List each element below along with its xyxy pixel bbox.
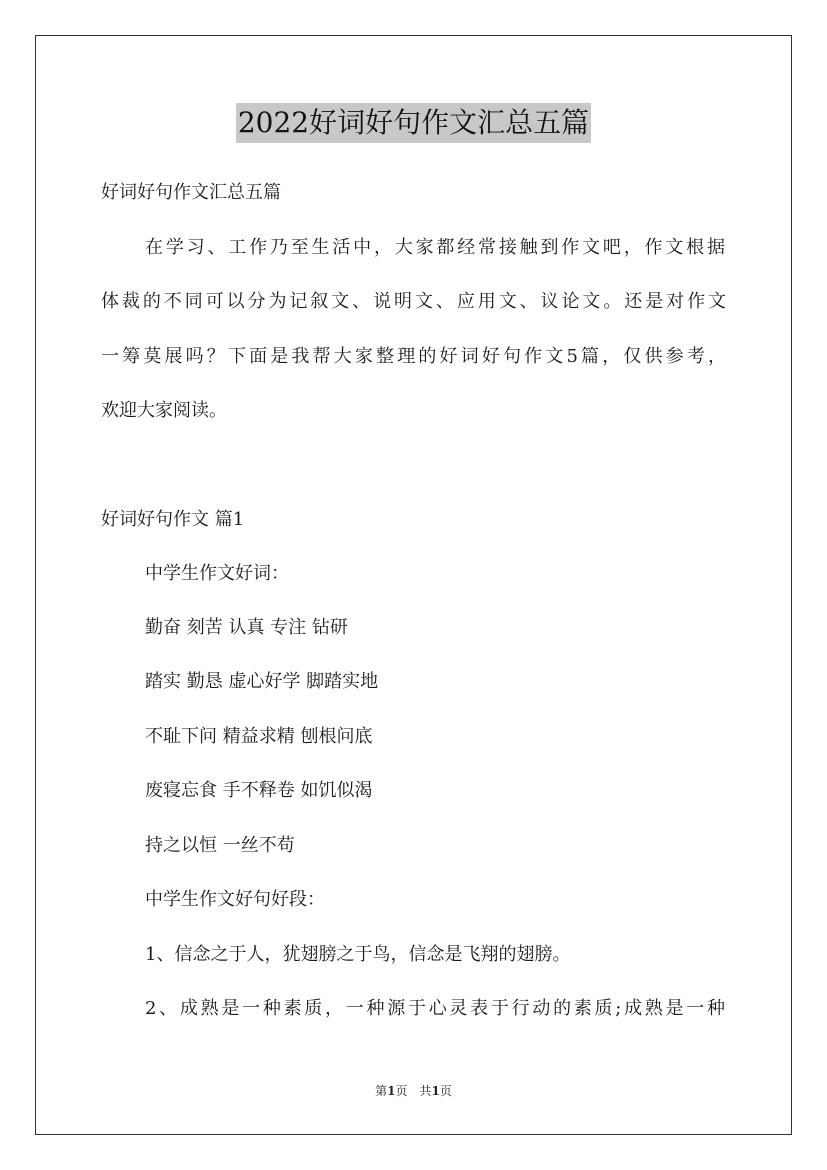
footer-total-suffix: 页 [439, 1084, 452, 1098]
footer-total-prefix: 共 [419, 1084, 432, 1098]
word-line-2: 踏实 勤恳 虚心好学 脚踏实地 [145, 671, 379, 692]
footer-page-suffix: 页 [395, 1084, 408, 1098]
sentence-line-1: 1、信念之于人，犹翅膀之于鸟，信念是飞翔的翅膀。 [145, 944, 571, 965]
intro-line-1: 在学习、工作乃至生活中，大家都经常接触到作文吧，作文根据 [145, 237, 725, 258]
footer-page-number: 1 [387, 1084, 396, 1098]
word-line-3: 不耻下问 精益求精 刨根问底 [145, 726, 373, 747]
section-heading: 好词好句作文 篇1 [101, 509, 245, 530]
document-subtitle: 好词好句作文汇总五篇 [101, 182, 281, 203]
sentence-line-2: 2、成熟是一种素质，一种源于心灵表于行动的素质;成熟是一种 [145, 998, 725, 1019]
word-line-1: 勤奋 刻苦 认真 专注 钻研 [145, 617, 348, 638]
intro-line-3: 一筹莫展吗？下面是我帮大家整理的好词好句作文5篇，仅供参考， [101, 346, 726, 367]
document-title: 2022好词好句作文汇总五篇 [236, 103, 591, 143]
intro-line-4: 欢迎大家阅读。 [101, 400, 227, 421]
title-container [0, 103, 827, 143]
words-heading: 中学生作文好词： [145, 563, 289, 584]
word-line-5: 持之以恒 一丝不苟 [145, 835, 295, 856]
word-line-4: 废寝忘食 手不释卷 如饥似渴 [145, 780, 373, 801]
sentences-heading: 中学生作文好句好段： [145, 889, 325, 910]
footer-page-prefix: 第 [375, 1084, 388, 1098]
page-footer [0, 1083, 827, 1099]
footer-total-number: 1 [431, 1084, 440, 1098]
intro-line-2: 体裁的不同可以分为记叙文、说明文、应用文、议论文。还是对作文 [101, 291, 726, 312]
